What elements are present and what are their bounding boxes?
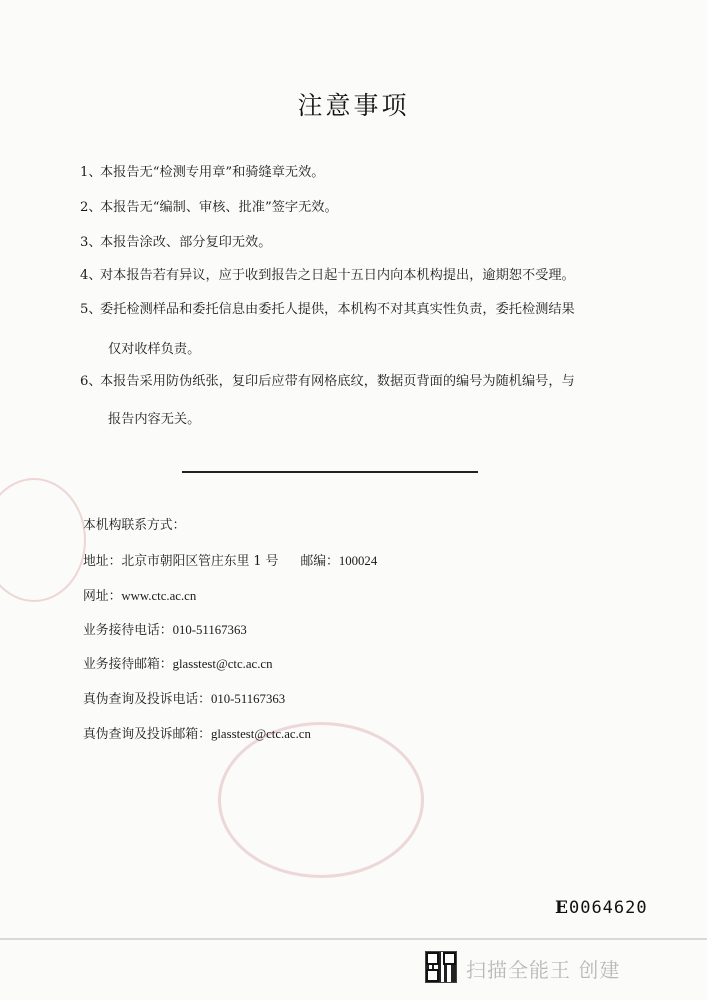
email-label: 业务接待邮箱： — [83, 657, 173, 672]
notice-text: 委托检测样品和委托信息由委托人提供，本机构不对其真实性负责，委托检测结果 — [100, 302, 575, 317]
contact-address-row — [83, 550, 377, 569]
complaint-phone-label: 真伪查询及投诉电话： — [83, 692, 211, 707]
phone-value: 010-51167363 — [172, 623, 247, 637]
website-label: 网址： — [83, 589, 122, 604]
notice-number: 4、 — [80, 268, 102, 283]
contact-complaint-email-row — [83, 723, 311, 742]
notice-item-6 — [80, 372, 620, 392]
phone-label: 业务接待电话： — [83, 623, 173, 638]
notice-number: 6、 — [80, 374, 102, 389]
page-bottom-edge — [0, 938, 707, 940]
postcode-value: 100024 — [338, 554, 378, 568]
notice-text: 本报告涂改、部分复印无效。 — [100, 235, 272, 250]
notice-number: 1、 — [80, 165, 102, 180]
complaint-email-value: glasstest@ctc.ac.cn — [210, 727, 311, 741]
notice-item-5-continued: 仅对收样负责。 — [108, 342, 201, 357]
contact-heading: 本机构联系方式： — [83, 518, 186, 533]
contact-website-row — [83, 585, 196, 604]
serial-number — [555, 898, 648, 918]
notice-item-2 — [80, 198, 620, 218]
notice-text: 本报告采用防伪纸张，复印后应带有网格底纹，数据页背面的编号为随机编号，与 — [100, 374, 575, 389]
notice-item-5 — [80, 300, 620, 320]
notice-text: 本报告无“编制、审核、批准”签字无效。 — [100, 200, 338, 215]
serial-digits: 0064620 — [568, 898, 648, 918]
website-value: www.ctc.ac.cn — [121, 589, 197, 603]
notice-item-4 — [80, 266, 620, 286]
qr-corner-marker — [426, 969, 439, 982]
notice-number: 2、 — [80, 200, 102, 215]
complaint-email-label: 真伪查询及投诉邮箱： — [83, 727, 211, 742]
notice-item-6-continued: 报告内容无关。 — [108, 412, 201, 427]
notice-item-1 — [80, 163, 620, 183]
address-value: 北京市朝阳区管庄东里 1 号 — [121, 554, 279, 569]
contact-complaint-phone-row — [83, 688, 285, 707]
notice-number: 3、 — [80, 235, 102, 250]
notice-number: 5、 — [80, 302, 102, 317]
qr-code-icon — [425, 951, 457, 983]
notice-text: 对本报告若有异议，应于收到报告之日起十五日内向本机构提出，逾期恕不受理。 — [100, 268, 575, 283]
page-title: 注意事项 — [297, 91, 410, 120]
contact-phone-row — [83, 619, 247, 638]
complaint-phone-value: 010-51167363 — [210, 692, 286, 706]
scanner-watermark: 扫描全能王 创建 — [466, 958, 621, 982]
postcode-label: 邮编： — [300, 554, 339, 569]
notice-text: 本报告无“检测专用章”和骑缝章无效。 — [100, 165, 325, 180]
email-value: glasstest@ctc.ac.cn — [172, 657, 273, 671]
qr-corner-marker — [443, 952, 456, 965]
qr-corner-marker — [426, 952, 439, 965]
seal-stamp-left — [0, 478, 86, 602]
contact-email-row — [83, 653, 272, 672]
seal-stamp-bottom — [218, 722, 424, 878]
address-label: 地址： — [83, 554, 122, 569]
notice-item-3 — [80, 233, 620, 253]
section-divider — [182, 471, 478, 473]
serial-prefix: E — [555, 898, 569, 918]
